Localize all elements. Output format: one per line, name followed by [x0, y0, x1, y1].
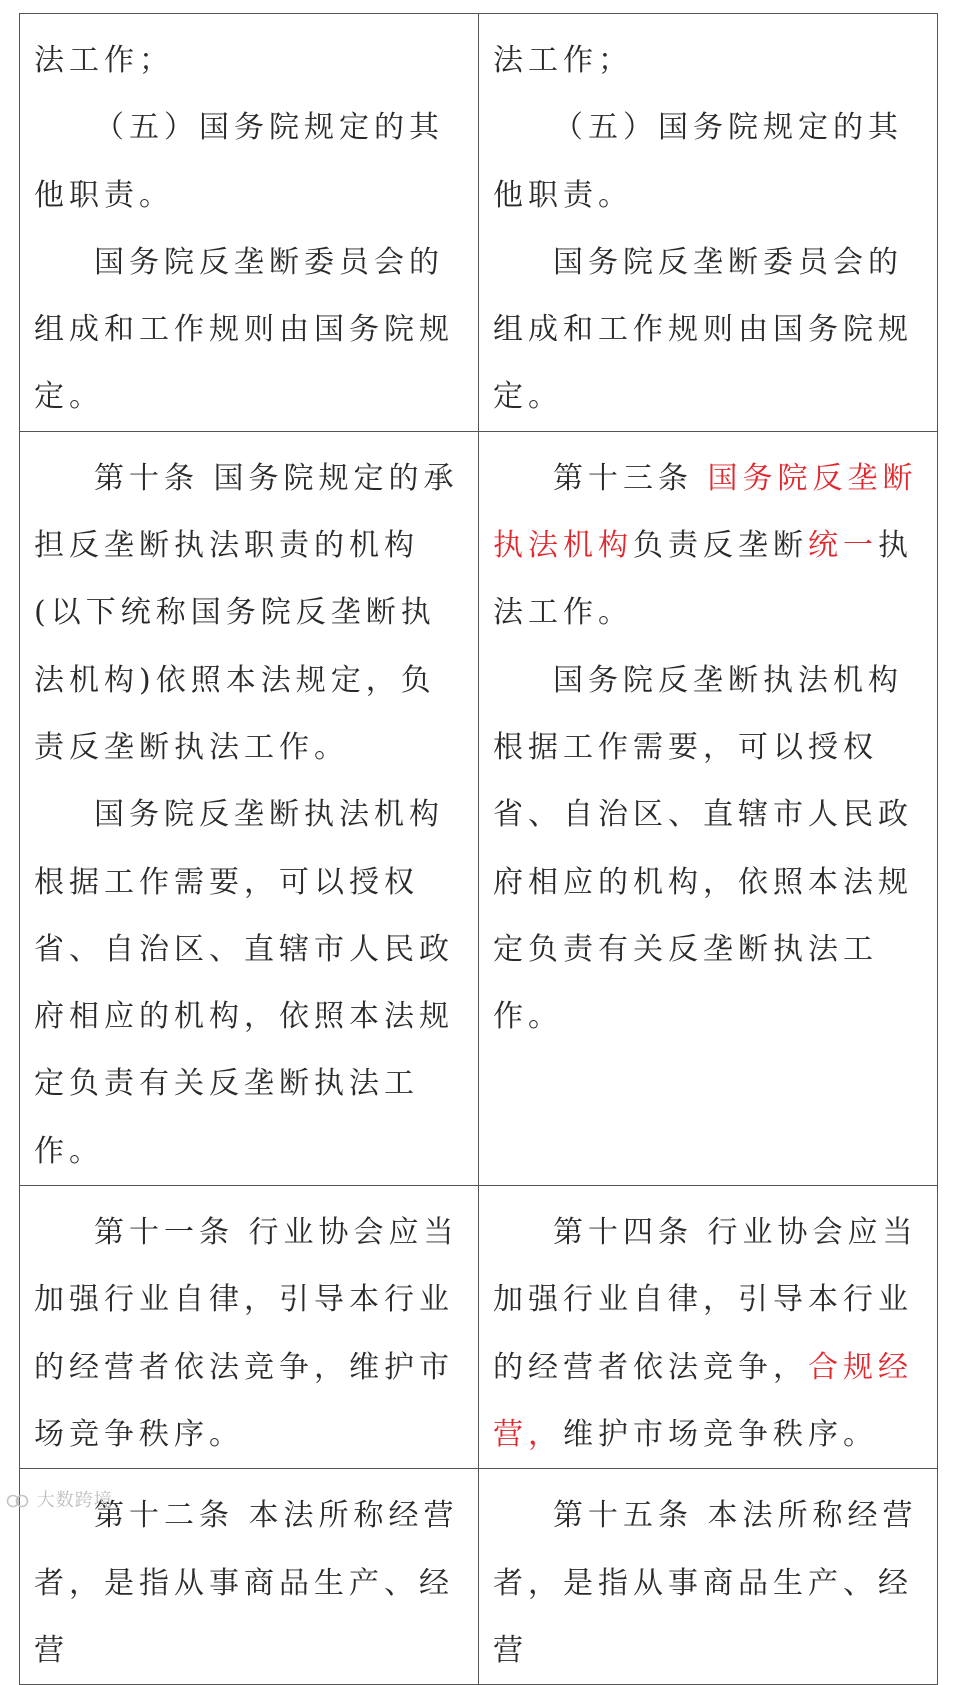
paragraph: 法工作； — [34, 43, 174, 78]
watermark — [6, 1486, 113, 1512]
old-text-cell — [20, 14, 479, 432]
watermark-text: 大数跨境 — [36, 1490, 113, 1511]
old-text-cell — [20, 1186, 479, 1469]
new-text-cell — [479, 14, 938, 432]
paragraph: 国务院反垄断执法机构根据工作需要，可以授权省、自治区、直辖市人民政府相应的机构，依照本法规定负责有关反垄断执法工作。 — [493, 662, 913, 1035]
article-15-paragraph: 第十五条 本法所称经营者，是指从事商品生产、经营 — [493, 1498, 918, 1668]
table-row — [20, 431, 938, 1185]
text-span: 负责反垄断 — [633, 528, 808, 564]
revised-text: 合规经营， — [493, 1349, 913, 1452]
article-12-paragraph: 第十二条 本法所称经营者，是指从事商品生产、经营 — [34, 1498, 459, 1668]
new-text-cell — [479, 1186, 938, 1469]
text-span: 执法工作。 — [493, 528, 913, 631]
article-number: 第十三条 — [553, 460, 708, 496]
paragraph: 法工作； — [493, 43, 633, 78]
table-row — [20, 1469, 938, 1685]
paragraph: （五）国务院规定的其他职责。 — [34, 110, 444, 213]
new-text-cell — [479, 431, 938, 1185]
article-11-paragraph: 第十一条 行业协会应当加强行业自律，引导本行业的经营者依法竞争，维护市场竞争秩序。 — [34, 1215, 459, 1452]
article-14-paragraph — [493, 1199, 923, 1468]
paragraph: 国务院反垄断委员会的组成和工作规则由国务院规定。 — [34, 244, 454, 415]
new-text-cell — [479, 1469, 938, 1685]
article-10-paragraph: 第十条 国务院规定的承担反垄断执法职责的机构(以下统称国务院反垄断执法机构)依照本法规定，负责反垄断执法工作。 — [34, 460, 459, 765]
paragraph: 国务院反垄断执法机构根据工作需要，可以授权省、自治区、直辖市人民政府相应的机构，依照本法规定负责有关反垄断执法工作。 — [34, 797, 454, 1169]
old-text-cell — [20, 431, 479, 1185]
logo-icon — [6, 1491, 30, 1511]
revised-text: 统一 — [808, 528, 878, 564]
text-span: 第十四条 行业协会应当加强行业自律，引导本行业的经营者依法竞争， — [493, 1215, 918, 1385]
paragraph: 国务院反垄断委员会的组成和工作规则由国务院规定。 — [493, 244, 913, 415]
text-span: 维护市场竞争秩序。 — [563, 1416, 878, 1452]
paragraph: （五）国务院规定的其他职责。 — [493, 110, 903, 213]
revised-text: 国务院反垄断执法机构 — [493, 460, 918, 564]
comparison-table — [19, 13, 938, 1685]
table-row — [20, 14, 938, 432]
article-13-paragraph — [493, 445, 923, 647]
table-row — [20, 1186, 938, 1469]
